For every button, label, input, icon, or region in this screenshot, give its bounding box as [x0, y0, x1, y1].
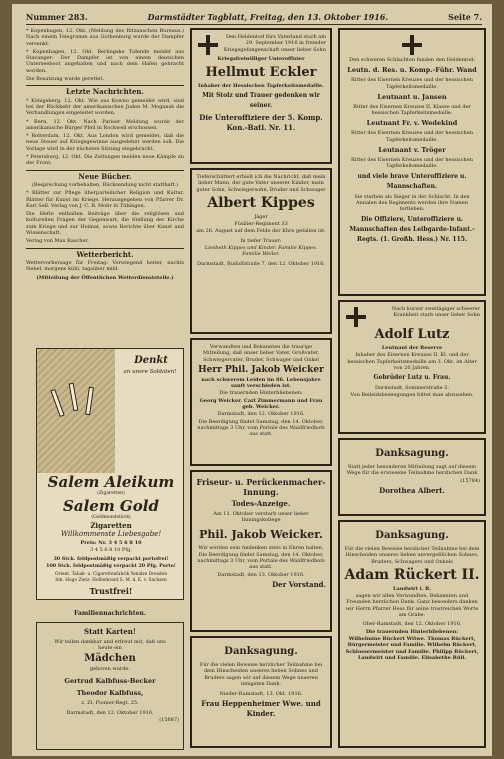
mourners: Liesbeth Kippes und Kinder. Familie Kippes. Familie Weiler.: [204, 245, 318, 258]
company-owner: Inh. Hugo Zietz, Hoflieferant S. M. d. K. v. Sachsen: [55, 578, 167, 583]
thanks-heppenheimer: [190, 636, 332, 748]
ad-code: (15784): [460, 477, 480, 484]
obituary-text: Sie starben als Sieger in der Schlacht. In den Annalen des Regiments werden ihre Namen fortleben.: [354, 193, 470, 213]
thanks-title: Danksagung.: [375, 530, 449, 541]
obituary-name: Albert Kippes: [207, 194, 315, 211]
obituary-regiment: [338, 28, 486, 296]
thanks-text: Für die vielen Beweise herzlicher Teilnahme bei dem Hinscheiden unseres lieben unvergeßlichen Sohnes, Bruders, Schwagers und Onkels: [344, 546, 480, 565]
fallen-honors: Ritter des Eisernen Kreuzes und der hessischen Tapferkeitsmedaille.: [351, 130, 473, 143]
news-paragraph: * Bern, 12. Okt. Nach Pariser Meldung wurde der amerikanische Bürger Pfeil in Rockwell erschossen.: [26, 118, 184, 131]
brand-sub: (Goldmundstück): [91, 515, 131, 520]
price-values: 3 4 5 6 8 10 Pfg.: [90, 547, 132, 553]
news-paragraph: (Besprechung vorbehalten, Rücksendung nicht statthaft.): [31, 181, 179, 188]
obituary-rank: Leutnant der Reserve: [381, 345, 443, 351]
mourners: Georg Weicker. Carl Zimmermann und Frau geb. Weicker.: [199, 397, 323, 411]
cigarette-advertisement: [36, 348, 184, 600]
obituary-rank: Jäger: [254, 213, 268, 220]
card-text: Wir teilen dankbar und erfreut mit, daß uns heute ein: [54, 639, 166, 652]
newspaper-page: [12, 4, 492, 756]
news-paragraph: Die Besatzung wurde gerettet.: [26, 76, 104, 83]
obituary-honor: Inhaber der Hessischen Tapferkeitsmedaille.: [198, 83, 324, 90]
obituary-lutz: [338, 300, 486, 434]
section-heading: Wetterbericht.: [76, 249, 134, 259]
divider: [26, 170, 184, 171]
page-header: [26, 10, 482, 25]
divider: [26, 248, 184, 249]
obituary-name: Hellmut Eckler: [205, 65, 317, 81]
iron-cross-icon: [402, 35, 422, 55]
news-paragraph: Die Hefte enthalten Beiträge über die religiösen und kulturellen Fragen der Gegenwart, die Stellung der Kirche zum Kriege und zur Heimat, sowie Berichte über Kunst und Wissenschaft.: [26, 211, 184, 237]
thanks-text: Statt jeder besonderen Mitteilung sagt auf diesem Wege für die erwiesene Teilnahme herzlichen Dank: [346, 464, 478, 477]
section-heading: Neue Bücher.: [78, 171, 132, 181]
funeral-info: Die Beerdigung findet Samstag, den 14. Oktober, nachmittags 3 Uhr, vom Portale des Waldfriedhofs aus statt.: [197, 551, 325, 571]
weather-text: Wettervorhersage für Freitag: Vorwiegend heiter, nachts Nebel, morgens kühl, tagsüber mild.: [26, 259, 184, 273]
news-paragraph: * Kopenhagen, 12. Okt. Berlingske Tidende meldet aus Stavanger: Der Dampfer ist von einem deutschen Unterseeboot angehalten und nach dem Hafen gebracht worden.: [26, 48, 184, 74]
obituary-family: Gebrüder Lutz u. Frau.: [373, 374, 451, 382]
cigarette-icon: [85, 387, 94, 415]
notice-text: Wir werden sein Andenken stets in Ehren halten.: [198, 544, 324, 551]
fallen-honors: Ritter des Eisernen Kreuzes II. Klasse und der hessischen Tapferkeitsmedaille.: [353, 103, 471, 117]
offer-line: 30 Stck. feldpostmäßig verpackt portofrei!: [53, 556, 169, 562]
obituary-intro: Den Heldentod fürs Vaterland starb am 29. September 1916 in fremder Kriegsgefangenschaft unser lieber Sohn: [223, 34, 326, 53]
brand-salem-gold: Salem Gold: [63, 497, 159, 515]
obituary-name: Phil. Jakob Weicker.: [199, 527, 323, 541]
paper-title: Darmstädter Tagblatt, Freitag, den 13. Oktober 1916.: [147, 12, 389, 22]
obituary-name: Adam Rückert II.: [344, 566, 480, 583]
price-label: Preis: Nr. 3 4 5 6 8 10: [80, 540, 142, 546]
fallen-name: Leutnant Fr. v. Wedekind: [366, 119, 458, 128]
news-paragraph: * Rotterdam, 12. Okt. Aus London wird gemeldet, daß die neue Steuer auf Kriegsgewinne ausgedehnt werden soll. Die Vorlage wird in der nächsten Sitzung eingebracht.: [26, 133, 184, 152]
news-paragraph: * Blätter zur Pflege überparteilicher Religion und Kultur. Blätter für Kunst im Kriege. Herausgegeben von Pfarrer Dr. Karl Sell. Verlag von J. C. B. Mohr in Tübingen.: [26, 190, 184, 209]
guild-title: Friseur- u. Perückenmacher-Innung.: [196, 477, 326, 497]
thanks-rueckert: [338, 520, 486, 748]
mourners-title: Die trauernden Hinterbliebenen:: [365, 628, 459, 635]
guild-death-notice: [190, 470, 332, 632]
fallen-also: und viele brave Unteroffiziere u. Mannschaften.: [357, 172, 467, 190]
weather-note: (Mitteilung der Öffentlichen Wetterdienststelle.): [36, 274, 174, 281]
parent-role: z. Zt. Pionier-Regt. 25.: [81, 699, 139, 706]
product-label: Zigaretten: [90, 521, 132, 530]
obituary-name: Herr Phil. Jakob Weicker: [198, 364, 324, 375]
news-paragraph: * Petersburg, 12. Okt. Die Zeitungen melden neue Kämpfe an der Front.: [26, 154, 184, 167]
offer-line: 100 Stck. feldpostmäßig verpackt 20 Pfg. Porto!: [46, 563, 176, 569]
card-text: geboren wurde.: [89, 665, 131, 672]
obituary-intro: Nach kurzer zweitägiger schwerer Krankheit starb unser lieber Sohn: [391, 306, 480, 319]
fallen-honors: Ritter des Eisernen Kreuzes und der hessischen Tapferkeitsmedaille.: [351, 77, 473, 90]
obituary-signature: Die Offiziere, Unteroffiziere u. Mannschaften des Leibgarde-Infant.-Regts. (1. Großh. Hess.) Nr. 115.: [349, 215, 475, 243]
issue-number: Nummer 283.: [26, 12, 88, 22]
obituary-date: am 26. August auf dem Felde der Ehre gefallen ist.: [196, 228, 326, 235]
thanks-signature: Frau Heppenheimer Wwe. und Kinder.: [201, 699, 321, 719]
thanks-signature: Dorothea Albert.: [379, 485, 445, 495]
child-label: Mädchen: [84, 652, 136, 664]
obituary-mourn: Mit Stolz und Trauer gedenken wir seiner.: [202, 92, 320, 110]
ad-code: (15887): [159, 717, 179, 724]
thanks-title: Danksagung.: [375, 448, 449, 459]
obituary-intro: Verwandten und Bekannten die traurige Mitteilung, daß unser lieber Vater, Großvater, Schwiegervater, Bruder, Schwager und Onkel: [202, 344, 320, 363]
mourners-title: Die trauernden Hinterbliebenen:: [219, 390, 303, 397]
obituary-rank: Kriegsfreiwilliger Unteroffizier: [217, 55, 305, 62]
ad-slogan: Willkommenste Liebesgabe!: [60, 530, 162, 538]
fallen-name: Leutn. d. Res. u. Komp.-Führ. Wand: [347, 66, 477, 75]
news-paragraph: * Kopenhagen, 12. Okt. (Meldung des Ritzauschen Bureaus.) Nach einem Telegramm aus Gothenburg wurde der Dampfer versenkt.: [26, 28, 184, 47]
thanks-text: sagen wir allen Verwandten, Bekannten und Freunden herzlichen Dank. Ganz besonders danken wir Herrn Pfarrer Hess für seine trostreichen Worte am Grabe.: [345, 593, 479, 619]
iron-cross-icon: [346, 307, 366, 327]
obituary-place: Darmstadt, Rudolfstraße 7, den 12. Oktober 1916.: [196, 260, 326, 267]
ad-tagline-sub: an unsre Soldaten!: [123, 369, 177, 375]
obituary-name: Adolf Lutz: [374, 327, 450, 342]
parent-name: Gertrud Kalbfuss-Becker: [64, 676, 156, 685]
fallen-honors: Ritter des Eisernen Kreuzes und der hessischen Tapferkeitsmedaille.: [351, 157, 473, 170]
news-paragraph: Verlag von Max Rascher.: [26, 238, 89, 245]
obituary-text: nach schwerem Leiden im 86. Lebensjahre sanft verschieden ist.: [201, 376, 321, 390]
brand-salem-aleikum: Salem Aleikum: [47, 473, 175, 491]
family-news-heading: Familiennachrichten.: [74, 610, 146, 617]
obituary-place: Darmstadt, Sommerstraße 3.: [375, 385, 449, 392]
thanks-place: Nieder-Ramstadt, 13. Okt. 1916.: [219, 691, 303, 698]
obituary-signature: Die Unteroffiziere der 5. Komp. Kon.-Batl. Nr. 11.: [199, 113, 323, 133]
thanks-title: Danksagung.: [224, 646, 298, 657]
section-heading: Letzte Nachrichten.: [66, 87, 144, 97]
mourners-title: In tiefer Trauer:: [240, 237, 282, 244]
mourners: Wilhelmine Rückert Witwe. Thomas Rückert, Bürgermeister und Familie. Wilhelm Rückert, Schlossermeister und Familie. Philipp Rückert, Landwirt und Familie. Elisabethe Rüll.: [345, 635, 479, 661]
cigarette-icon: [69, 383, 79, 411]
brand-sub: (Zigaretten): [97, 491, 125, 496]
ad-tagline: Denkt: [134, 355, 168, 366]
obituary-note: Von Beileidsbezeugungen bittet man abzusehen.: [350, 392, 474, 399]
obituary-text: Inhaber des Eisernen Kreuzes II. Kl. und der hessischen Tapferkeitsmedaille am 3. Okt. im Alter von 20 Jahren.: [347, 352, 477, 371]
cigarette-icon: [50, 389, 64, 417]
notice-text: Am 11. Oktober verstarb unser lieber Innungskollege: [213, 511, 309, 524]
obituary-intro: Den schweren Schlachten fanden den Heldentod:: [349, 57, 475, 63]
card-place: Darmstadt, den 12. Oktober 1916.: [66, 710, 154, 717]
parent-name: Theodor Kalbfuss,: [76, 688, 144, 697]
obituary-place: Darmstadt, den 12. Oktober 1916.: [217, 411, 305, 418]
company-name: Orient. Tabak- u. Cigarettenfabrik Yenidze Dresden: [55, 572, 167, 577]
notice-signature: Der Vorstand.: [272, 580, 326, 590]
news-column: [26, 28, 184, 344]
fallen-name: Leutnant u. Jansen: [377, 92, 447, 101]
notice-place: Darmstadt, den 13. Oktober 1916.: [217, 571, 305, 578]
obituary-kippes: [190, 168, 332, 334]
page-number: Seite 7.: [448, 12, 482, 22]
obituary-intro: Tieferschüttert erhielt ich die Nachricht, daß mein lieber Mann, der gute Vater unserer Kinder, mein guter Sohn, Schwiegersohn, Bruder und Schwager: [196, 174, 326, 193]
trust-free: Trustfrei!: [89, 586, 133, 596]
news-paragraph: * Königsberg, 12. Okt. Wie aus Kowno gemeldet wird, sind bei der Rückkehr der amerikanischen Juden M. Mogansk die Verhandlungen eingeleitet worden.: [26, 97, 184, 117]
thanks-place: Ober-Ramstadt, den 12. Oktober 1916.: [362, 621, 462, 628]
notice-title: Todes-Anzeige.: [231, 499, 291, 508]
birth-announcement: [36, 622, 184, 750]
obituary-weicker: [190, 338, 332, 466]
divider: [26, 85, 184, 86]
funeral-info: Die Beerdigung findet Samstag, den 14. Oktober, nachmittags 3 Uhr, vom Portale des Waldfriedhofs aus statt.: [197, 418, 325, 438]
obituary-eckler: [190, 28, 332, 164]
iron-cross-icon: [198, 35, 218, 55]
obituary-unit: Füsilier-Regiment 33: [234, 221, 288, 228]
thanks-text: Für die vielen Beweise herzlicher Teilnahme bei dem Hinscheiden unseres lieben Sohnes und Bruders sagen wir auf diesem Wege unseren innigsten Dank.: [199, 662, 323, 687]
fallen-name: Leutnant v. Tröger: [378, 146, 446, 155]
obituary-sub: Landwirt i. R.: [392, 585, 432, 592]
card-title: Statt Karten!: [84, 627, 136, 636]
thanks-albert: [338, 438, 486, 516]
soldier-illustration: [37, 349, 115, 473]
